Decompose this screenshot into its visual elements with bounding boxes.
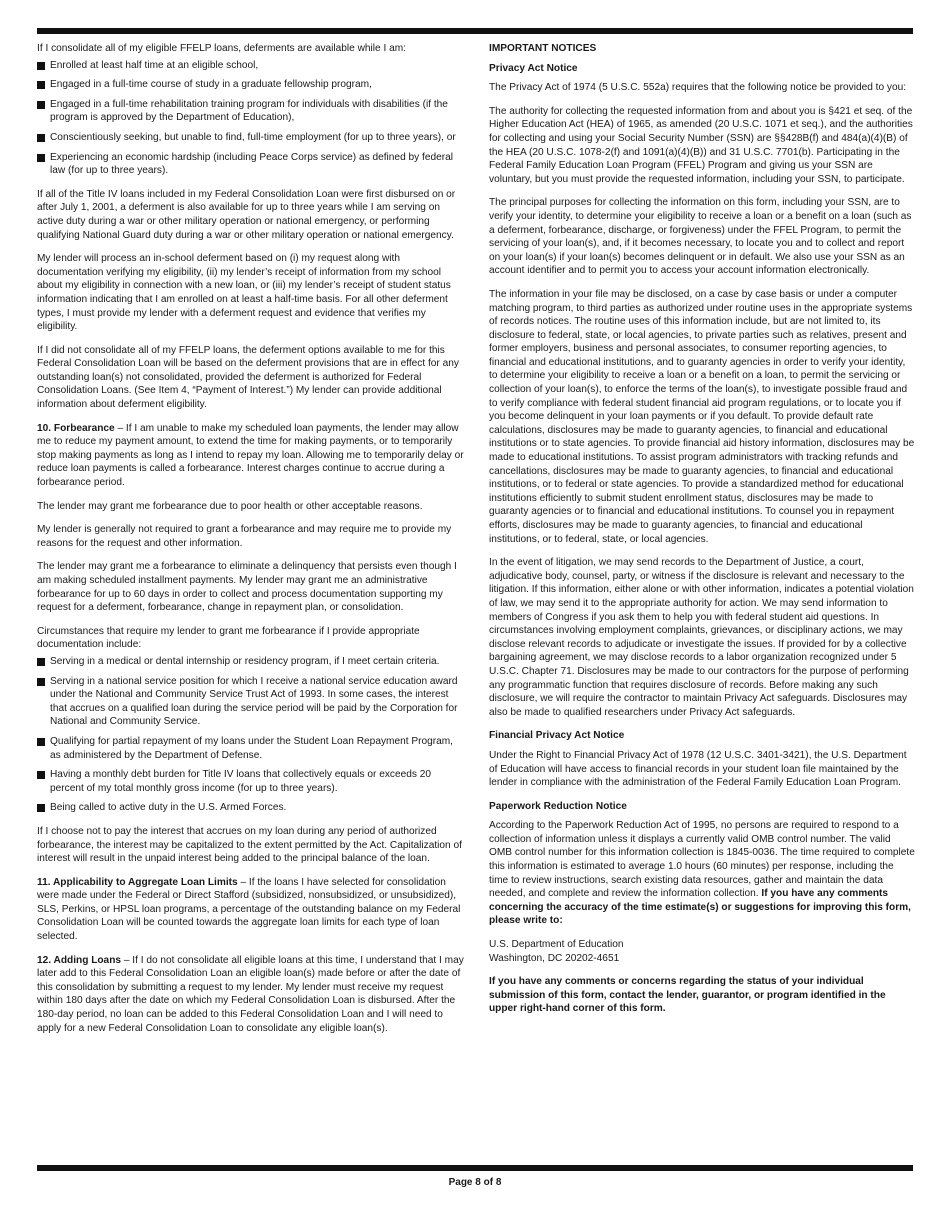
square-bullet-icon <box>37 658 45 666</box>
paperwork-bold: If you have any comments concerning the accuracy of the time estimate(s) or suggestions for improving this form, please write to: <box>489 888 911 927</box>
list-item: Engaged in a full-time rehabilitation training program for individuals with disabilities (if the program is approved by the Department of Education), <box>37 98 465 125</box>
privacy-litigation: In the event of litigation, we may send records to the Department of Justice, a court, adjudicative body, counsel, party, or witness if the disclosure is relevant and necessary to the litigation. If this information, either alone or with other information, indicates a potential violation of law, we may send it to the appropriate authority for action. We may send information to members of Congress if you ask them to help you with federal student aid questions. In circumstances involving employment complaints, grievances, or disciplinary actions, we may disclose relevant records to adjudicate or investigate the issues. If provided for by a collective bargaining agreement, we may disclose records to a labor organization recognized under 5 U.S.C. Chapter 71. Disclosures may be made to our contractors for the purpose of performing any programmatic function that requires disclosure of records. Before making any such disclosure, we will require the contractor to maintain Privacy Act safeguards. Disclosures may also be made to qualified researchers under Privacy Act safeguards. <box>489 557 914 718</box>
square-bullet-icon <box>37 154 45 162</box>
square-bullet-icon <box>37 678 45 686</box>
address-line-2: Washington, DC 20202-4651 <box>489 952 620 964</box>
square-bullet-icon <box>37 738 45 746</box>
paragraph-not-all: If I did not consolidate all of my FFELP loans, the deferment options available to me for this Federal Consolidation Loan will be based on the deferment provisions that are in effect for any outstanding loan(s) not consolidated, provided the deferment is authorized for Federal Consolidation Loans. (See Item 4, “Payment of Interest.”) My lender can provide additional information about deferment eligibility. <box>37 344 459 411</box>
privacy-disclosure: The information in your file may be disclosed, on a case by case basis or under a computer matching program, to third parties as authorized under routine uses in the appropriate systems of records notices. The routine uses of this information include, but are not limited to, its disclosure to federal, state, or local agencies, to private parties such as relatives, present and former employers, business and personal associates, to consumer reporting agencies, to financial and educational institutions, and to guaranty agencies in order to verify your identity, to determine your eligibility to receive a loan or a benefit on a loan, to permit the servicing or collection of your loan(s), to enforce the terms of the loan(s), to investigate possible fraud and to verify compliance with federal student financial aid program regulations, or to locate you if you become delinquent in your loan payments or if you default. To provide default rate calculations, disclosures may be made to guaranty agencies, to financial and educational institutions or to state agencies. To provide financial aid history information, disclosures may be made to educational institutions. To assist program administrators with tracking refunds and cancellations, disclosures may be made to guaranty agencies, to financial and educational institutions, or to federal or state agencies. To provide a standardized method for educational institutions efficiently to submit student enrollment status, disclosures may be made to guaranty agencies or to financial and educational institutions. To counsel you in repayment efforts, disclosures may be made to guaranty agencies, to financial and educational institutions, or to federal, state, or local agencies. <box>489 288 915 545</box>
list-item: Conscientiously seeking, but unable to find, full-time employment (for up to three years), or <box>37 131 465 145</box>
adding-heading: 12. Adding Loans <box>37 954 122 966</box>
deferment-list <box>37 59 465 178</box>
circumstances-list <box>37 655 465 815</box>
right-column <box>489 42 915 1026</box>
forbearance-heading: 10. Forbearance <box>37 422 115 434</box>
paragraph-title-iv: If all of the Title IV loans included in my Federal Consolidation Loan were first disbursed on or after July 1, 2001, a deferment is also available for up to three years while I am serving on active duty during a war or other military operation or national emergency, or performing qualifying National Guard duty during a war or other military operation or national emergency. <box>37 188 456 241</box>
privacy-act-heading: Privacy Act Notice <box>489 62 578 74</box>
aggregate-text: – If the loans I have selected for consolidation were made under the Federal or Direct Stafford (subsidized, nonsubsidized, or unsubsidized), SLS, Perkins, or HPSL loan programs, a percentage of the outstanding balance on my Federal Consolidation Loan will be counted towards the aggregate loan limits for each type of loan selected. <box>37 876 461 943</box>
circumstances-intro: Circumstances that require my lender to grant me forbearance if I provide appropriate documentation include: <box>37 625 420 651</box>
privacy-intro: The Privacy Act of 1974 (5 U.S.C. 552a) requires that the following notice be provided to you: <box>489 82 907 94</box>
paragraph-not-required: My lender is generally not required to grant a forbearance and may require me to provide my reasons for the request and other information. <box>37 524 452 549</box>
left-column <box>37 42 465 1045</box>
list-item: Qualifying for partial repayment of my loans under the Student Loan Repayment Program, as administered by the Department of Defense. <box>37 735 465 762</box>
page-number: Page 8 of 8 <box>448 1177 502 1188</box>
forbearance-text: – If I am unable to make my scheduled loan payments, the lender may allow me to reduce my payment amount, to extend the time for making payments, or to temporarily stop making payments as long as I intend to repay my loan. Allowing me to temporarily delay or reduce loan payments is called a forbearance. Interest charges continue to accrue during a forbearance period. <box>37 422 464 489</box>
aggregate-heading: 11. Applicability to Aggregate Loan Limits <box>37 876 238 888</box>
bottom-rule <box>37 1165 913 1171</box>
square-bullet-icon <box>37 771 45 779</box>
paragraph-in-school: My lender will process an in-school deferment based on (i) my request along with documentation verifying my eligibility, (ii) my lender’s receipt of information from my school about my eligibility in connection with a new loan, or (iii) my lender’s receipt of student status information indicating that I am enrolled on at least a half-time basis. For all other deferment types, I must provide my lender with a deferment request and evidence that verifies my eligibility. <box>37 253 451 333</box>
concerns-notice: If you have any comments or concerns regarding the status of your individual submission of this form, contact the lender, guarantor, or program identified in the upper right-hand corner of this form. <box>489 976 886 1015</box>
adding-section <box>37 954 465 1036</box>
list-item: Having a monthly debt burden for Title IV loans that collectively equals or exceeds 20 percent of my total monthly gross income (for up to three years). <box>37 768 465 795</box>
paragraph-delinquency: The lender may grant me a forbearance to eliminate a delinquency that persists even though I am making scheduled installment payments. My lender may grant me an administrative forbearance for up to 60 days in order to collect and process documentation supporting my request for a deferment, forbearance, change in repayment plan, or consolidation. <box>37 561 457 614</box>
square-bullet-icon <box>37 81 45 89</box>
list-item: Engaged in a full-time course of study in a graduate fellowship program, <box>37 78 465 92</box>
paperwork-reduction-heading: Paperwork Reduction Notice <box>489 800 627 812</box>
square-bullet-icon <box>37 101 45 109</box>
forbearance-section <box>37 422 465 490</box>
financial-privacy-heading: Financial Privacy Act Notice <box>489 730 625 742</box>
list-item: Serving in a national service position for which I receive a national service education award under the National and Community Service Trust Act of 1993. In some cases, the interest that accrues on a qualified loan during the service period will be paid by the Corporation for National and Community Service. <box>37 675 465 729</box>
top-rule <box>37 28 913 34</box>
list-item: Serving in a medical or dental internship or residency program, if I meet certain criteria. <box>37 655 465 669</box>
adding-text: – If I do not consolidate all eligible loans at this time, I understand that I may later add to this Federal Consolidation Loan an eligible loan(s) made before or after the date of this consolidation by submitting a request to my lender. My lender must receive my request within 180 days after the date on which my Federal Consolidation Loan is disbursed. After the 180-day period, no loan can be added to this Federal Consolidation Loan and I will need to apply for a new Federal Consolidation Loan to consolidate any eligible loan(s). <box>37 954 464 1034</box>
list-item: Enrolled at least half time at an eligible school, <box>37 59 465 73</box>
list-item: Experiencing an economic hardship (including Peace Corps service) as defined by federal law (for up to three years). <box>37 151 465 178</box>
paragraph-poor-health: The lender may grant me forbearance due to poor health or other acceptable reasons. <box>37 500 423 512</box>
square-bullet-icon <box>37 62 45 70</box>
privacy-purposes: The principal purposes for collecting the information on this form, including your SSN, are to verify your identity, to determine your eligibility to receive a loan or a benefit on a loan (such as a deferment, forbearance, discharge, or forgiveness) under the FFEL Program, to permit the servicing of your loan(s), and, if it becomes necessary, to locate you and to collect and report on your loan(s) if your loan(s) becomes delinquent or in default. We also use your SSN as an account identifier and to permit you to access your account information electronically. <box>489 197 912 277</box>
deferment-intro: If I consolidate all of my eligible FFELP loans, deferments are available while I am: <box>37 43 406 54</box>
list-item: Being called to active duty in the U.S. Armed Forces. <box>37 801 465 815</box>
aggregate-section <box>37 876 465 944</box>
financial-privacy-text: Under the Right to Financial Privacy Act of 1978 (12 U.S.C. 3401-3421), the U.S. Department of Education will have access to financial records in your student loan file maintained by the lender in compliance with the administration of the Federal Family Education Loan Program. <box>489 749 907 789</box>
important-notices-heading: IMPORTANT NOTICES <box>489 43 597 54</box>
paragraph-capitalize: If I choose not to pay the interest that accrues on my loan during any period of authorized forbearance, the interest may be capitalized to the extent permitted by the Act. Capitalization of interest will result in the unpaid interest being added to the principal balance of the loan. <box>37 825 462 865</box>
privacy-authority: The authority for collecting the requested information from and about you is §421 et seq. of the Higher Education Act (HEA) of 1965, as amended (20 U.S.C. 1071 et seq.), and the authorities for collecting and using your Social Security Number (SSN) are §§428B(f) and 484(a)(4)(B) of the HEA (20 U.S.C. 1078-2(f) and 1091(a)(4)(B)) and 31 U.S.C. 7701(b). Participating in the Federal Family Education Loan Program (FFEL) Program and giving us your SSN are voluntary, but you must provide the requested information, including your SSN, to participate. <box>489 105 913 185</box>
address-line-1: U.S. Department of Education <box>489 939 624 951</box>
paperwork-section <box>489 819 915 928</box>
address-block <box>489 938 915 965</box>
square-bullet-icon <box>37 134 45 142</box>
square-bullet-icon <box>37 804 45 812</box>
paperwork-text: According to the Paperwork Reduction Act of 1995, no persons are required to respond to a collection of information unless it displays a currently valid OMB control number. The valid OMB control number for this information collection is 1845-0036. The time required to complete this information is estimated to average 1.0 hours (60 minutes) per response, including the time to review instructions, search existing data resources, gather and maintain the data needed, and complete and review the information collection. <box>489 820 915 900</box>
